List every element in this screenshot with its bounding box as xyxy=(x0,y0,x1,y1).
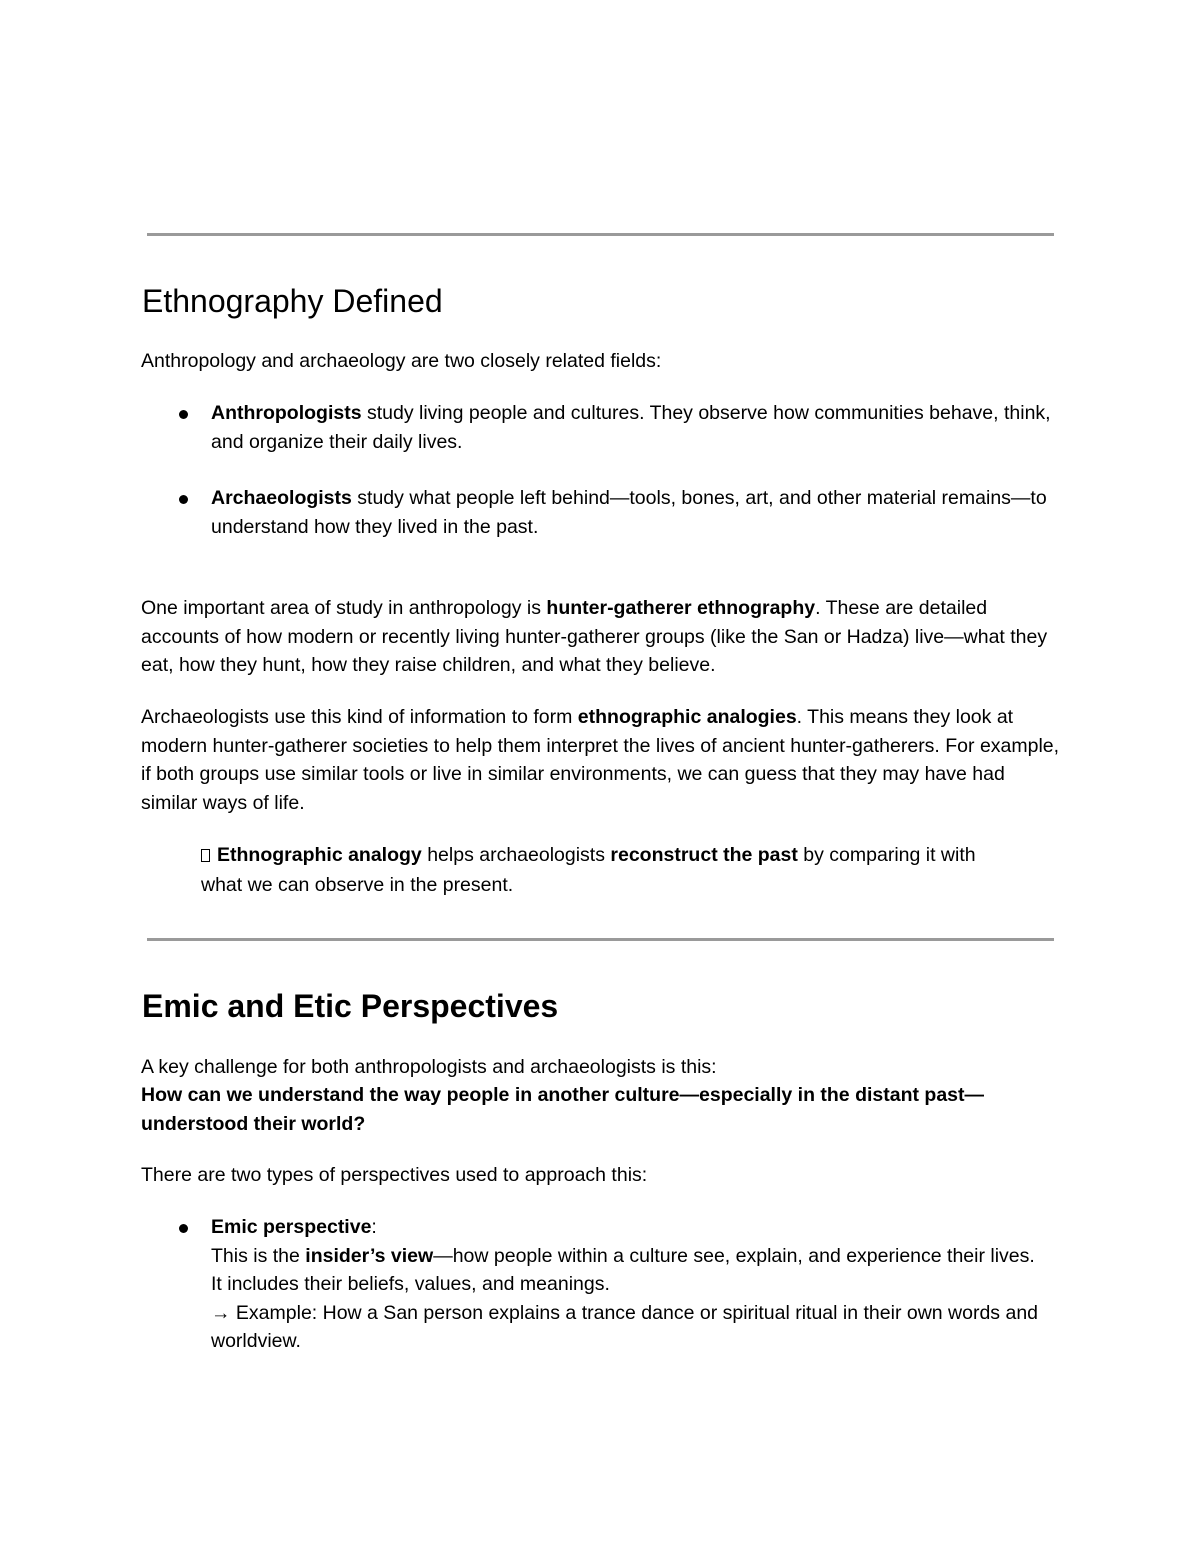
callout-note: Ethnographic analogy helps archaeologists reconstruct the past by comparing it with what we can observe in the present. xyxy=(201,844,976,896)
emic-example: → Example: How a San person explains a trance dance or spiritual ritual in their own words and worldview. xyxy=(211,1301,1039,1352)
bullet-term: Emic perspective xyxy=(211,1216,372,1238)
intro-paragraph: A key challenge for both anthropologists and archaeologists is this: xyxy=(141,1056,717,1078)
bullet-dot-icon xyxy=(179,1224,188,1233)
bullet-anthropologists xyxy=(211,399,1051,456)
bullet-emic-perspective: Emic perspective: This is the insider’s view—how people within a culture see, explain, and experience their lives. It includes their beliefs, values, and meanings. → Example: How a San person explains a trance dance or spiritual ritual in their own words and worldview. xyxy=(211,1213,1051,1356)
box-glyph-icon xyxy=(201,849,210,862)
section-title-emic-etic: Emic and Etic Perspectives xyxy=(142,988,559,1024)
bullet-term: Anthropologists xyxy=(211,402,362,424)
key-question: How can we understand the way people in another culture—especially in the distant past—understood their world? xyxy=(141,1084,985,1135)
paragraph-ethnographic-analogies: Archaeologists use this kind of information to form ethnographic analogies. This means they look at modern hunter-gatherer societies to help them interpret the lives of ancient hunter-gatherers. For example, if both groups use similar tools or live in similar environments, we can guess that they may have had similar ways of life. xyxy=(141,706,1060,814)
intro-paragraph: Anthropology and archaeology are two closely related fields: xyxy=(141,350,662,372)
bullet-term: Archaeologists xyxy=(211,487,352,509)
horizontal-rule xyxy=(147,938,1054,941)
types-intro: There are two types of perspectives used to approach this: xyxy=(141,1164,648,1186)
bullet-text: study what people left behind—tools, bones, art, and other material remains—to understand how they lived in the past. xyxy=(211,487,1047,538)
bullet-dot-icon xyxy=(179,410,188,419)
section-title-ethnography: Ethnography Defined xyxy=(142,283,443,319)
horizontal-rule xyxy=(147,233,1054,236)
bullet-text: study living people and cultures. They observe how communities behave, think, and organize their daily lives. xyxy=(211,402,1051,453)
bullet-dot-icon xyxy=(179,495,188,504)
bullet-archaeologists xyxy=(211,484,1051,541)
paragraph-hunter-gatherer: One important area of study in anthropology is hunter-gatherer ethnography. These are detailed accounts of how modern or recently living hunter-gatherer groups (like the San or Hadza) live—what they eat, how they hunt, how they raise children, and what they believe. xyxy=(141,597,1048,676)
